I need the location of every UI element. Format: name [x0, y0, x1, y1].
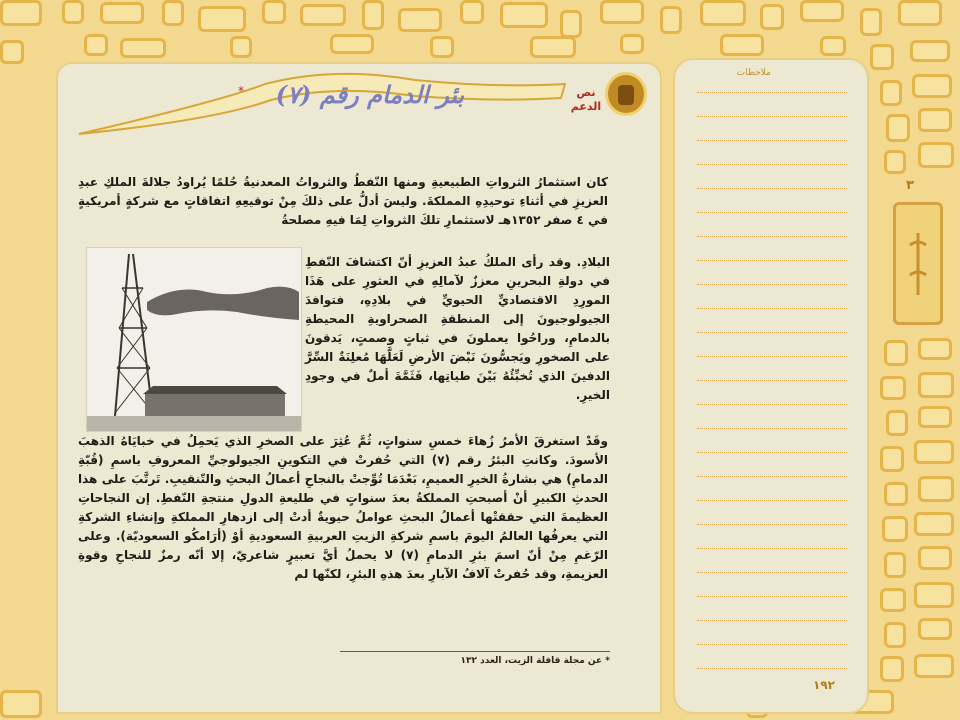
note-line: [697, 116, 847, 117]
note-line: [697, 308, 847, 309]
note-line: [697, 452, 847, 453]
note-line: [697, 500, 847, 501]
note-line: [697, 548, 847, 549]
note-line: [697, 620, 847, 621]
page-title: بئر الدمام رقم (٧): [275, 80, 465, 109]
note-line: [697, 164, 847, 165]
note-line: [697, 356, 847, 357]
section-label: نص الدعم: [570, 86, 602, 113]
note-line: [697, 428, 847, 429]
side-number: ٣: [906, 178, 914, 193]
note-line: [697, 92, 847, 93]
note-line: [697, 212, 847, 213]
footnote-rule: [340, 651, 610, 652]
side-tab: [893, 202, 943, 325]
note-line: [697, 236, 847, 237]
note-line: [697, 284, 847, 285]
paragraph-well-seven: وقَدْ استغرقَ الأمرُ زُهاءَ خمسِ سنواتٍ، ثُمَّ عُثِرَ على الصخرِ الذي يَحمِلُ في خبايَاهُ الذهبَ الأسودَ. وكانتِ البئرُ رقم (٧) التي حُفرتْ في التكوينِ الجيولوجيِّ المعروفِ باسمِ (قُبّةِ الدمامِ) هي بشارةُ الخيرِ العميمِ، بَعْدَمَا تُوِّجتْ بالنجاحِ أعمالُ البحثِ والتّنقيبِ. تَرتَّبَ على هذا الحدثِ الكبيرِ أنْ أصبحتِ المملكةُ بعدَ سنواتٍ في طليعةِ الدولِ منتجةِ النّفطِ. إن النجاحاتِ العظيمةَ التي حققتْها أعمالُ البحثِ عواملُ حيويةٌ أدتْ إلى ازدهارِ المملكةِ وإنشاءِ الشركةِ التي يعرفُها العالمُ اليومَ باسمِ شركةِ الزيتِ العربيةِ السعوديةِ أوْ (أرَامكُو السعوديّة). وعلى الرّغمِ مِنْ أنّ اسمَ بئرِ الدمامِ (٧) لا يحملُ أيَّ تعبيرٍ شاعريّ، إلا أنّه رمزٌ للنجاحِ وقوةِ العزيمةِ، وقد حُفرتْ آلافُ الآبارِ بعدَ هذهِ البئرِ، لكنّها لم: [78, 434, 608, 581]
note-line: [697, 524, 847, 525]
note-line: [697, 476, 847, 477]
note-line: [697, 332, 847, 333]
note-line: [697, 404, 847, 405]
notes-title: ملاحظات: [736, 68, 771, 78]
paragraph-intro: كان استثمارُ الثرواتِ الطبيعيةِ ومنها النّفطُ والثرواتُ المعدنيةُ حُلمًا يُراودُ جلالةَ الملكِ عبدِ العزيزِ في أثناءِ توحيدِهِ المملكةَ. وليسَ أدلُّ على ذلكَ مِنْ توقيعِهِ اتفاقاتٍ مع شركةٍ أمريكيةٍ في ٤ صفر ١٣٥٢هـ لاستثمارِ تلكَ الثرواتِ لِمَا فيهِ مصلحةُ: [78, 175, 608, 227]
note-line: [697, 260, 847, 261]
note-line: [697, 668, 847, 669]
page-number: ١٩٢: [813, 678, 835, 692]
oil-well-photo: [86, 247, 302, 432]
support-text-emblem-icon: [605, 72, 647, 116]
note-line: [697, 572, 847, 573]
note-line: [697, 596, 847, 597]
note-line: [697, 644, 847, 645]
note-line: [697, 188, 847, 189]
title-star-icon: *: [238, 84, 244, 98]
side-tab-calligraphy-icon: [896, 205, 940, 322]
paragraph-discovery: البلادِ. وقد رأى الملكُ عبدُ العزيزِ أنّ اكتشافَ النّفطِ في دولةِ البحرينِ معززٌ لآمالِهِ في العثورِ على هَذَا المورِدِ الاقتصاديِّ الحيويِّ في بلادِهِ، فتوافدَ الجيولوجيونَ إلى المنطقةِ الصحراويةِ المحيطةِ بالدمامِ، وراحُوا يعملونَ في ثباتٍ وصمتٍ، يَدقونَ على الصخورِ ويَجسُّونَ نَبْضَ الأرضِ لَعَلَّهَا مُعلِنَةٌ السِّرَّ الدفينَ الذي تُخبِّئُهُ بَيْنَ طياتِها، فَثَمَّةَ أملٌ في وجودِ الخيرِ.: [305, 255, 610, 402]
note-line: [697, 140, 847, 141]
note-line: [697, 380, 847, 381]
footnote-source: * عن مجلة قافلة الزيت، العدد ١٣٢: [460, 656, 610, 666]
notes-panel: [675, 60, 867, 712]
